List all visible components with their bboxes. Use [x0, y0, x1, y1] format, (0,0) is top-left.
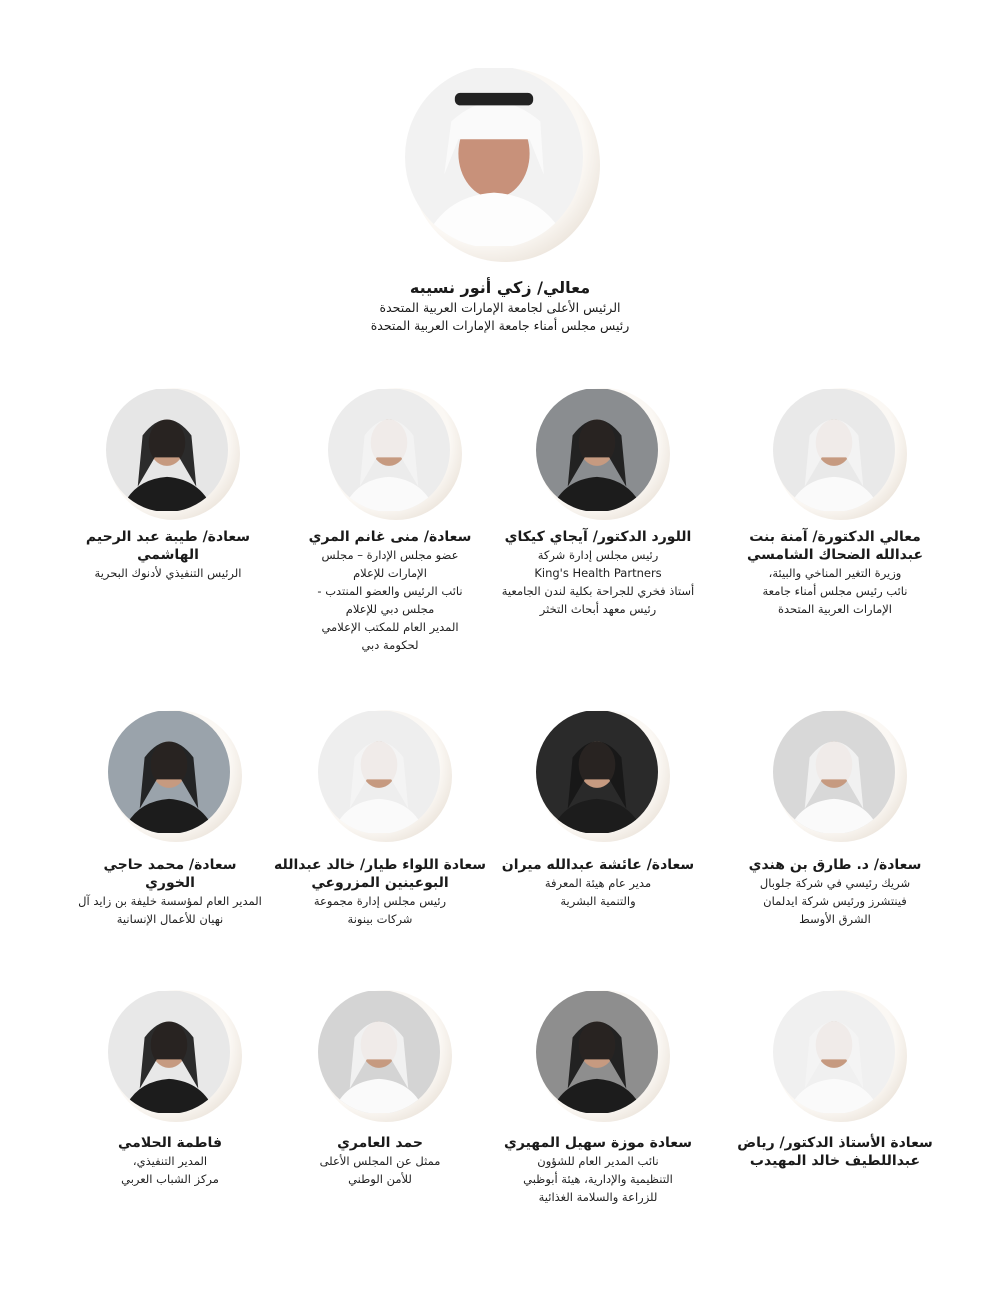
member-title-line: الإمارات العربية المتحدة	[777, 602, 893, 616]
member-name	[50, 856, 290, 892]
member-title-line: والتنمية البشرية	[560, 894, 636, 908]
member-title-line: شركات بينونة	[347, 912, 413, 926]
member-name	[715, 528, 955, 564]
member-text	[478, 1134, 718, 1206]
member-name-line: فاطمة الحلامي	[118, 1135, 222, 1151]
member-name-line: سعادة/ د. طارق بن هندي	[748, 857, 922, 873]
member-name	[478, 856, 718, 874]
member-title-line: رئيس مجلس إدارة شركة	[537, 548, 659, 562]
member-name-line: حمد العامري	[337, 1135, 423, 1151]
member-name	[48, 528, 288, 564]
member-text	[715, 856, 955, 928]
member-title-line: مجلس دبي للإعلام	[345, 602, 435, 616]
member-name	[260, 856, 500, 892]
member-title-line: المدير العام للمكتب الإعلامي	[321, 620, 459, 634]
member-name-line: سعادة/ محمد حاجي	[103, 857, 237, 873]
member-name-line: سعادة الأستاذ الدكتور/ رياض	[737, 1135, 933, 1151]
portrait-photo	[536, 990, 658, 1114]
member-name-line: سعادة موزة سهيل المهيري	[504, 1135, 692, 1151]
featured-name: معالي/ زكي أنور نسيبه	[409, 278, 591, 297]
member-title-line: رئيس معهد أبحاث التخثر	[539, 602, 657, 616]
member-title-line: الرئيس التنفيذي لأدنوك البحرية	[94, 566, 242, 580]
portrait-photo	[773, 990, 895, 1114]
member-text	[478, 856, 718, 910]
member-name	[478, 1134, 718, 1152]
member-name-line: البوعينين المزروعي	[311, 875, 449, 891]
portrait-photo	[773, 710, 895, 834]
member-title-line: مدير عام هيئة المعرفة	[544, 876, 652, 890]
member-title-line: الإمارات للإعلام	[353, 566, 427, 580]
portrait-photo	[773, 388, 895, 512]
member-title-line: المدير العام لمؤسسة خليفة بن زايد آل	[78, 894, 262, 908]
portrait-photo	[108, 990, 230, 1114]
member-text	[270, 528, 510, 654]
member-name-line: عبدالله الضحاك الشامسي	[746, 547, 924, 563]
member-name	[715, 1134, 955, 1170]
member-text	[715, 1134, 955, 1170]
member-title-line: نائب رئيس مجلس أمناء جامعة	[762, 584, 908, 598]
portrait-photo	[318, 710, 440, 834]
member-name-line: اللورد الدكتور/ آيجاي كيكاي	[504, 529, 692, 545]
member-name-line: الخوري	[145, 875, 195, 891]
member-title-line: شريك رئيسي في شركة جلوبال	[759, 876, 911, 890]
member-name-line: سعادة/ منى غانم المري	[308, 529, 472, 545]
member-title-line: نائب الرئيس والعضو المنتدب -	[317, 584, 463, 598]
member-title-line: الشرق الأوسط	[799, 912, 871, 926]
member-text	[478, 528, 718, 618]
member-name	[715, 856, 955, 874]
member-title-line: King's Health Partners	[534, 566, 662, 580]
portrait-photo	[108, 710, 230, 834]
member-name-line: عبداللطيف خالد المهيدب	[749, 1153, 921, 1169]
member-text	[260, 1134, 500, 1188]
portrait-photo	[106, 388, 228, 512]
portrait-photo	[536, 710, 658, 834]
portrait-photo	[318, 990, 440, 1114]
member-title-line: لحكومة دبي	[361, 638, 419, 652]
member-title-line: المدير التنفيذي،	[132, 1154, 208, 1168]
portrait-photo	[328, 388, 450, 512]
member-title-line: للأمن الوطني	[348, 1172, 412, 1186]
portrait-photo	[536, 388, 658, 512]
member-title-line: فينتشرز ورئيس شركة ايدلمان	[763, 894, 907, 908]
member-title-line: للزراعة والسلامة الغذائية	[538, 1190, 658, 1204]
member-name-line: الهاشمي	[137, 547, 199, 563]
member-title-line: مركز الشباب العربي	[121, 1172, 219, 1186]
member-name-line: معالي الدكتورة/ آمنة بنت	[749, 529, 921, 545]
featured-title: الرئيس الأعلى لجامعة الإمارات العربية المتحدة	[379, 300, 621, 315]
member-name	[270, 528, 510, 546]
member-text	[50, 1134, 290, 1188]
member-title-line: نائب المدير العام للشؤون	[537, 1154, 659, 1168]
member-title-line: التنظيمية والإدارية، هيئة أبوظبي	[523, 1172, 673, 1186]
member-title-line: رئيس مجلس إدارة مجموعة	[313, 894, 447, 908]
portrait-photo	[405, 66, 583, 248]
member-title-line: ممثل عن المجلس الأعلى	[319, 1154, 441, 1168]
member-text	[260, 856, 500, 928]
featured-title: رئيس مجلس أمناء جامعة الإمارات العربية المتحدة	[370, 318, 630, 333]
member-text	[48, 528, 288, 582]
member-title-line: أستاذ فخري للجراحة بكلية لندن الجامعية	[501, 584, 695, 598]
member-name	[260, 1134, 500, 1152]
member-name-line: سعادة/ عائشة عبدالله ميران	[501, 857, 695, 873]
member-name	[50, 1134, 290, 1152]
member-name-line: سعادة/ طيبة عبد الرحيم	[85, 529, 251, 545]
member-title-line: عضو مجلس الإدارة – مجلس	[321, 548, 459, 562]
member-title-line: وزيرة التغير المناخي والبيئة،	[768, 566, 902, 580]
member-title-line: نهيان للأعمال الإنسانية	[116, 912, 224, 926]
member-text	[715, 528, 955, 618]
featured-text	[320, 277, 680, 335]
member-text	[50, 856, 290, 928]
member-name-line: سعادة اللواء طيار/ خالد عبدالله	[273, 857, 487, 873]
member-name	[478, 528, 718, 546]
